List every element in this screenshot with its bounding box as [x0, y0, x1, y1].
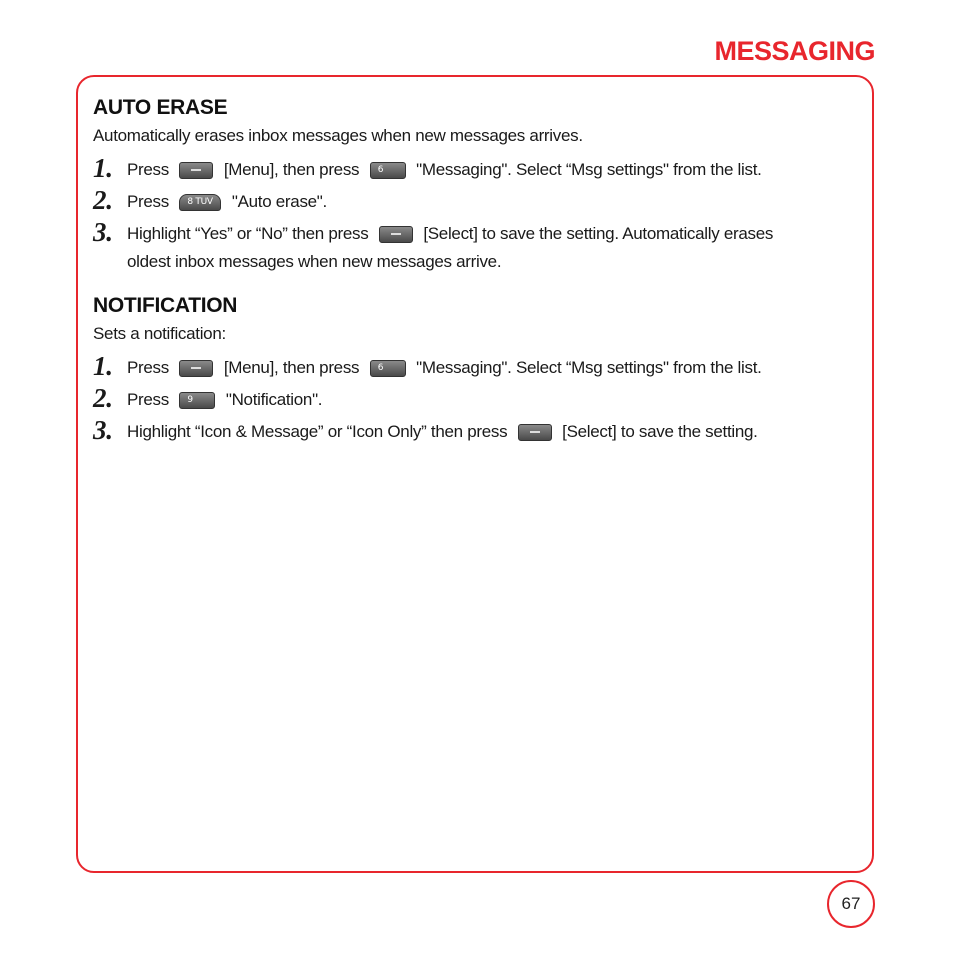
step-2	[93, 383, 833, 421]
step-text: Highlight “Icon & Message” or “Icon Only” then press	[127, 422, 508, 441]
step-2	[93, 186, 833, 218]
notification-heading: NOTIFICATION	[93, 294, 238, 317]
content	[93, 96, 833, 448]
section-title: MESSAGING	[714, 36, 875, 66]
key-label: 8 TUV	[187, 197, 213, 208]
soft-key-icon	[379, 226, 413, 243]
step-3	[93, 416, 833, 448]
step-number: 3.	[93, 217, 113, 247]
step-text: [Menu], then press	[223, 160, 360, 179]
step-text: Press	[127, 358, 169, 377]
number-key-6-icon	[370, 360, 406, 389]
key-label: 9 WXYZ	[187, 395, 213, 421]
step-text: "Auto erase".	[231, 192, 327, 211]
step-continuation: oldest inbox messages when new messages arrive.	[127, 252, 502, 271]
number-key-8-icon	[179, 194, 221, 211]
step-number: 1.	[93, 153, 113, 183]
notification-description: Sets a notification:	[93, 324, 226, 343]
key-label: 6 MNO	[377, 165, 399, 191]
step-text: [Menu], then press	[223, 358, 360, 377]
page-number: 67	[827, 880, 875, 928]
number-key-9-icon	[179, 392, 215, 421]
step-1	[93, 351, 833, 389]
auto-erase-heading: AUTO ERASE	[93, 96, 228, 119]
step-1	[93, 153, 833, 191]
step-text: Highlight “Yes” or “No” then press	[127, 224, 369, 243]
step-number: 1.	[93, 351, 113, 381]
step-text: Press	[127, 160, 169, 179]
step-text: "Messaging". Select “Msg settings" from the list.	[416, 160, 762, 179]
soft-key-icon	[179, 162, 213, 179]
step-number: 3.	[93, 415, 113, 445]
step-text: "Notification".	[225, 390, 323, 409]
auto-erase-description: Automatically erases inbox messages when new messages arrives.	[93, 126, 583, 145]
key-label: 6 MNO	[377, 363, 399, 389]
step-number: 2.	[93, 185, 113, 215]
notification-section	[93, 294, 833, 448]
soft-key-icon	[518, 424, 552, 441]
auto-erase-section	[93, 96, 833, 276]
step-text: [Select] to save the setting. Automatically erases	[423, 224, 774, 243]
step-text: Press	[127, 192, 169, 211]
step-3	[93, 218, 833, 276]
step-number: 2.	[93, 383, 113, 413]
soft-key-icon	[179, 360, 213, 377]
step-text: Press	[127, 390, 169, 409]
step-text: [Select] to save the setting.	[562, 422, 758, 441]
number-key-6-icon	[370, 162, 406, 191]
step-text: "Messaging". Select “Msg settings" from the list.	[416, 358, 762, 377]
